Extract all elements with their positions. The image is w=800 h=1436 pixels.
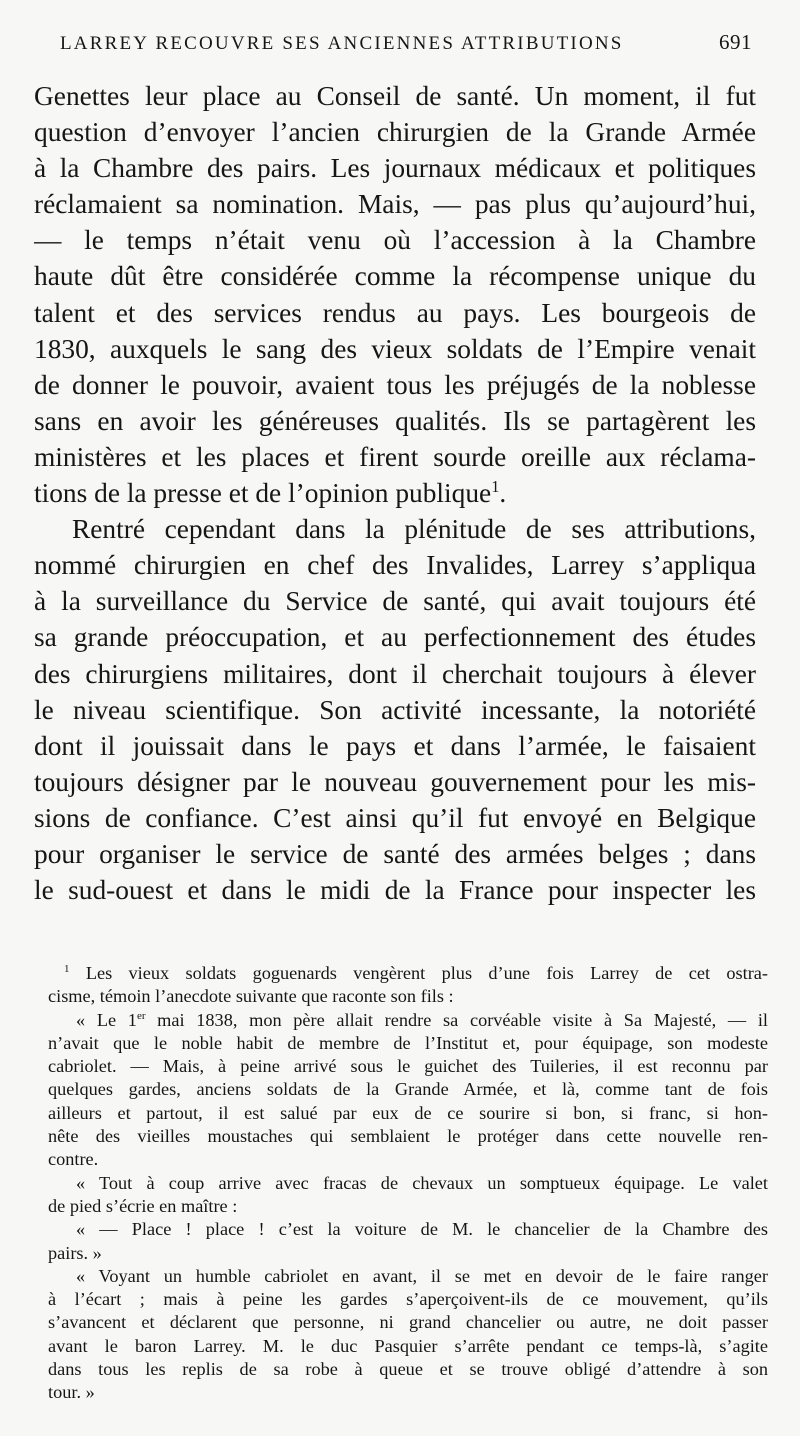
body-line: réclamaient sa nomination. Mais, — pas plus qu’aujourd’hui, xyxy=(34,189,756,220)
footnote-line: à l’écart ; mais à peine les gardes s’aperçoivent-ils de ce mouvement, qu’ils xyxy=(48,1289,768,1310)
footnote-line: ailleurs et partout, il est salué par eux de ce sourire si bon, si franc, si hon- xyxy=(48,1102,768,1123)
body-line-text: tions de la presse et de l’opinion publique xyxy=(34,478,492,509)
running-head xyxy=(60,30,752,60)
running-title: LARREY RECOUVRE SES ANCIENNES ATTRIBUTIONS xyxy=(60,33,624,54)
footnote-line: de pied s’écrie en maître : xyxy=(48,1195,238,1216)
body-line: à la surveillance du Service de santé, qui avait toujours été xyxy=(34,586,756,617)
body-line: sans en avoir les généreuses qualités. Ils se partagèrent les xyxy=(34,405,756,436)
body-line: — le temps n’était venu où l’accession à la Chambre xyxy=(34,225,756,256)
body-line: sa grande préoccupation, et au perfectionnement des études xyxy=(34,622,756,653)
footnote-line: cisme, témoin l’anecdote suivante que raconte son fils : xyxy=(48,986,454,1007)
footnote-line: tour. » xyxy=(48,1382,95,1403)
sentence-end: . xyxy=(499,478,507,509)
body-line: pour organiser le service de santé des armées belges ; dans xyxy=(34,838,756,869)
footnote-text: Les vieux soldats goguenards vengèrent plus d’une fois Larrey de cet ostra- xyxy=(85,963,768,983)
footnote-line: n’avait que le noble habit de membre de l’Institut et, pour équipage, son modeste xyxy=(48,1032,768,1053)
page-number: 691 xyxy=(719,30,752,54)
footnote-line: « — Place ! place ! c’est la voiture de M. le chancelier de la Chambre des xyxy=(76,1219,768,1240)
footnote-line: pairs. » xyxy=(48,1242,102,1263)
footnote-line: avant le baron Larrey. M. le duc Pasquier s’arrête pendant ce temps-là, s’agite xyxy=(48,1335,768,1356)
footnote-line: contre. xyxy=(48,1149,99,1170)
body-text xyxy=(34,78,756,908)
footnote-line: « Tout à coup arrive avec fracas de chevaux un somptueux équipage. Le valet xyxy=(76,1172,768,1193)
body-line: 1830, auxquels le sang des vieux soldats de l’Empire venait xyxy=(34,333,756,364)
footnote-marker: 1 xyxy=(64,962,70,975)
ordinal-suffix: er xyxy=(136,1009,146,1022)
footnote-line: quelques gardes, anciens soldats de la Grande Armée, et là, comme tant de fois xyxy=(48,1079,768,1100)
body-line: à la Chambre des pairs. Les journaux médicaux et politiques xyxy=(34,153,756,184)
body-line: toujours désigner par le nouveau gouvernement pour les mis- xyxy=(34,766,756,797)
footnote-line: dans tous les replis de sa robe à queue et se trouve obligé d’attendre à son xyxy=(48,1359,768,1380)
body-line: dont il jouissait dans le pays et dans l’armée, le faisaient xyxy=(34,730,756,761)
footnote-line xyxy=(48,962,768,985)
body-line: des chirurgiens militaires, dont il cherchait toujours à élever xyxy=(34,658,756,689)
footnote-text: mai 1838, mon père allait rendre sa corvéable visite à Sa Majesté, — il xyxy=(145,1009,768,1030)
body-line: le sud-ouest et dans le midi de la France pour inspecter les xyxy=(34,875,756,906)
footnote-text: « Le 1 xyxy=(76,1009,137,1030)
body-line: Genettes leur place au Conseil de santé. Un moment, il fut xyxy=(34,81,756,111)
footnote-reference[interactable]: 1 xyxy=(491,476,500,496)
body-line: sions de confiance. C’est ainsi qu’il fut envoyé en Belgique xyxy=(34,802,756,833)
body-line: nommé chirurgien en chef des Invalides, Larrey s’appliqua xyxy=(34,550,756,581)
body-line: haute dût être considérée comme la récompense unique du xyxy=(34,261,756,292)
body-line: Rentré cependant dans la plénitude de ses attributions, xyxy=(72,514,756,545)
footnotes xyxy=(48,962,768,1405)
footnote-line: cabriolet. — Mais, à peine arrivé sous le guichet des Tuileries, il est reconnu par xyxy=(48,1056,768,1077)
body-line: de donner le pouvoir, avaient tous les préjugés de la noblesse xyxy=(34,369,756,400)
body-line-with-footnote-ref xyxy=(34,475,756,511)
footnote-line: nête des vieilles moustaches qui semblaient le protéger dans cette nouvelle ren- xyxy=(48,1126,768,1147)
body-line: le niveau scientifique. Son activité incessante, la notoriété xyxy=(34,694,756,725)
body-line: question d’envoyer l’ancien chirurgien de la Grande Armée xyxy=(34,117,756,148)
footnote-line: « Voyant un humble cabriolet en avant, il se met en devoir de le faire ranger xyxy=(76,1265,768,1286)
footnote-line xyxy=(48,1009,768,1032)
body-line: ministères et les places et firent sourde oreille aux réclama- xyxy=(34,441,756,472)
body-line: talent et des services rendus au pays. Les bourgeois de xyxy=(34,297,756,328)
footnote-line: s’avancent et déclarent que personne, ni grand chancelier ou autre, ne doit passer xyxy=(48,1312,768,1333)
